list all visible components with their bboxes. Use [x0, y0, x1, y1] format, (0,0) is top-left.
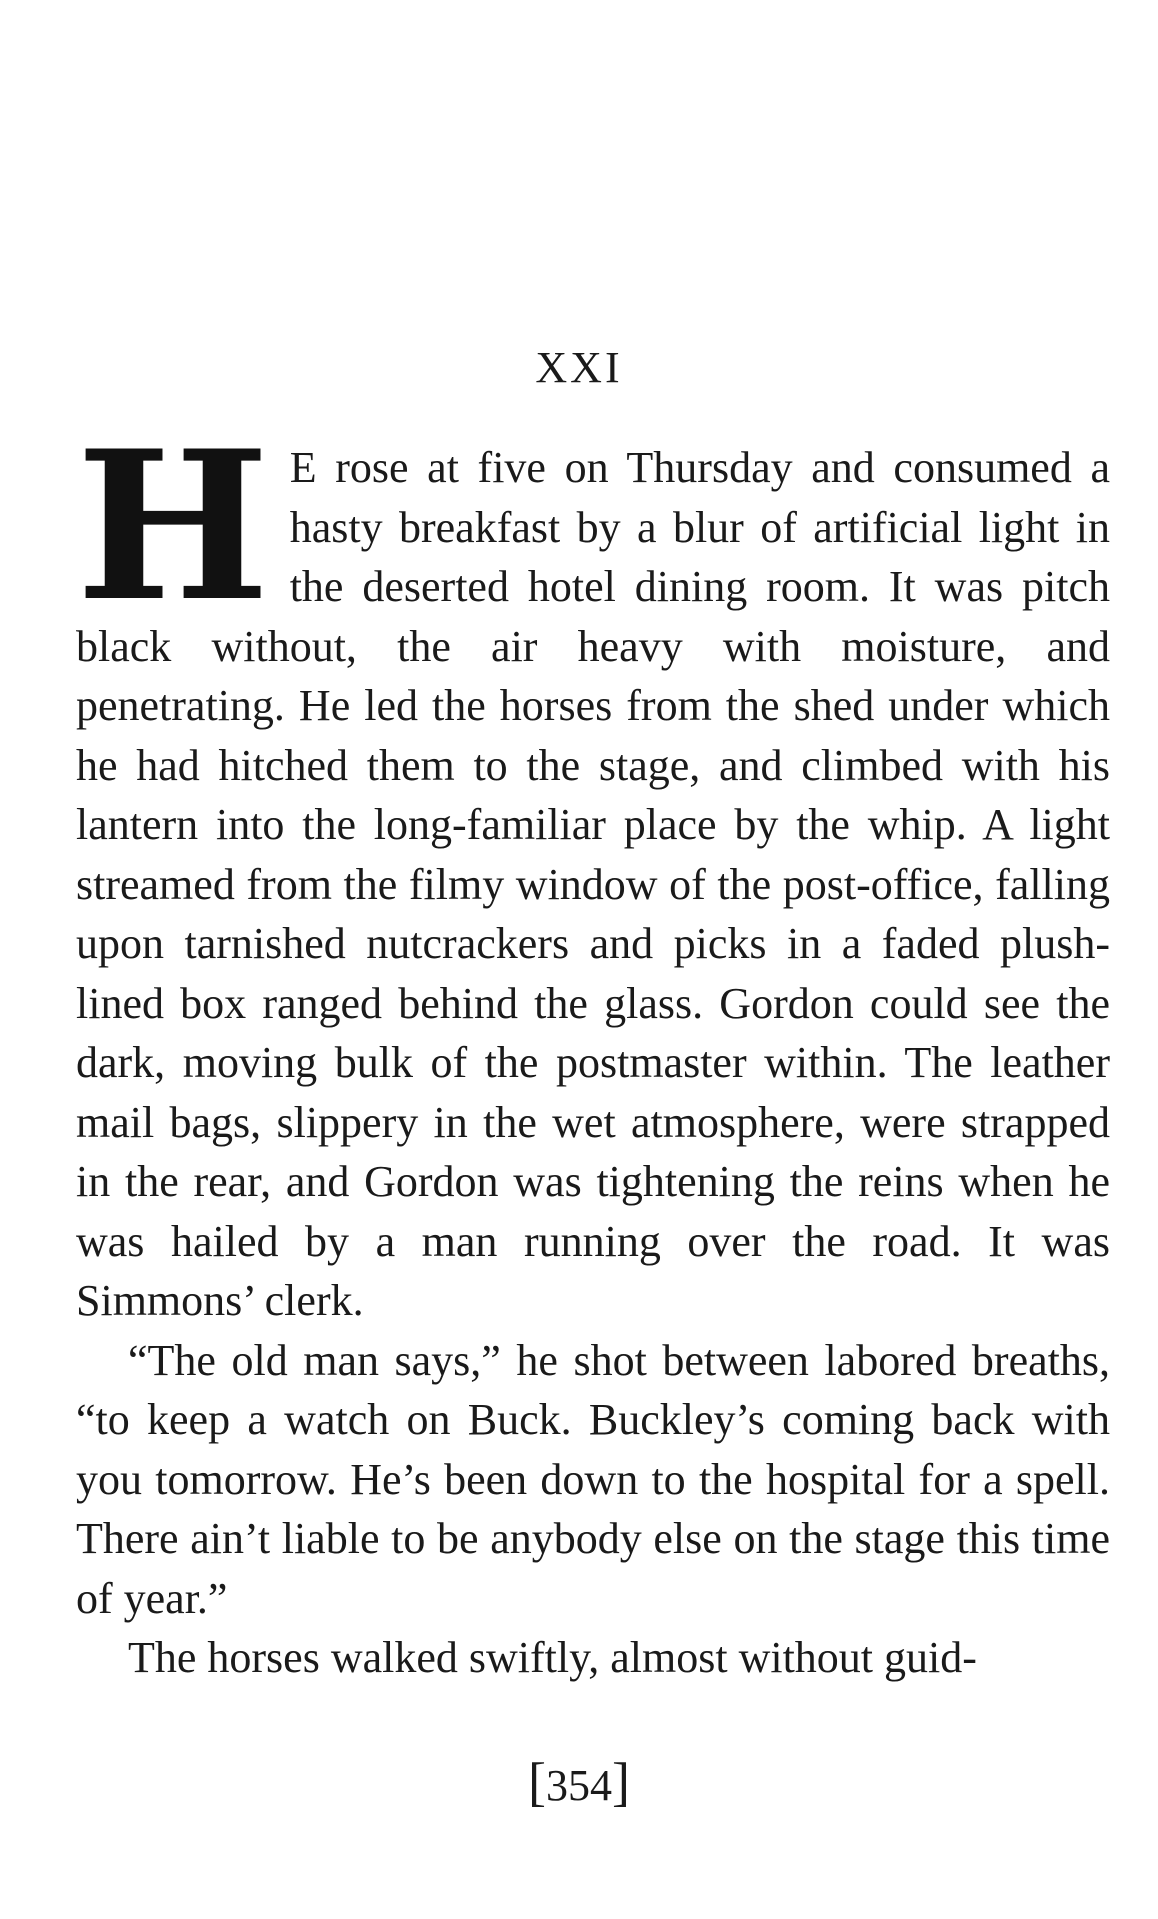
body-text — [76, 407, 1110, 1688]
drop-cap-letter: H — [76, 407, 270, 647]
page-number — [0, 1752, 1158, 1816]
page-number-bracket-open: [ — [528, 1752, 546, 1812]
page-number-value: 354 — [546, 1761, 612, 1810]
paragraph-1 — [76, 407, 1110, 1331]
paragraph-2: “The old man says,” he shot between labored breaths, “to keep a watch on Buck. Buckley’s coming back with you tomorrow. He’s been down to the hospital for a spell. There ain’t liable to be anybody else on the stage this time of year.” — [76, 1335, 1110, 1623]
page-number-bracket-close: ] — [612, 1752, 630, 1812]
chapter-heading: XXI — [535, 343, 623, 392]
paragraph-1-text: E rose at five on Thursday and consumed a hasty breakfast by a blur of artificial light in the deserted hotel dining room. It was pitch black without, the air heavy with moisture, and penetrating. He led the horses from the shed under which he had hitched them to the stage, and climbed with his lantern into the long-familiar place by the whip. A light streamed from the filmy window of the post-office, falling upon tarnished nutcrackers and picks in a faded plush-lined box ranged behind the glass. Gordon could see the dark, moving bulk of the postmaster within. The leather mail bags, slippery in the wet atmosphere, were strapped in the rear, and Gordon was tightening the reins when he was hailed by a man running over the road. It was Simmons’ clerk. — [76, 443, 1110, 1325]
paragraph-3: The horses walked swiftly, almost without guid- — [128, 1633, 977, 1682]
